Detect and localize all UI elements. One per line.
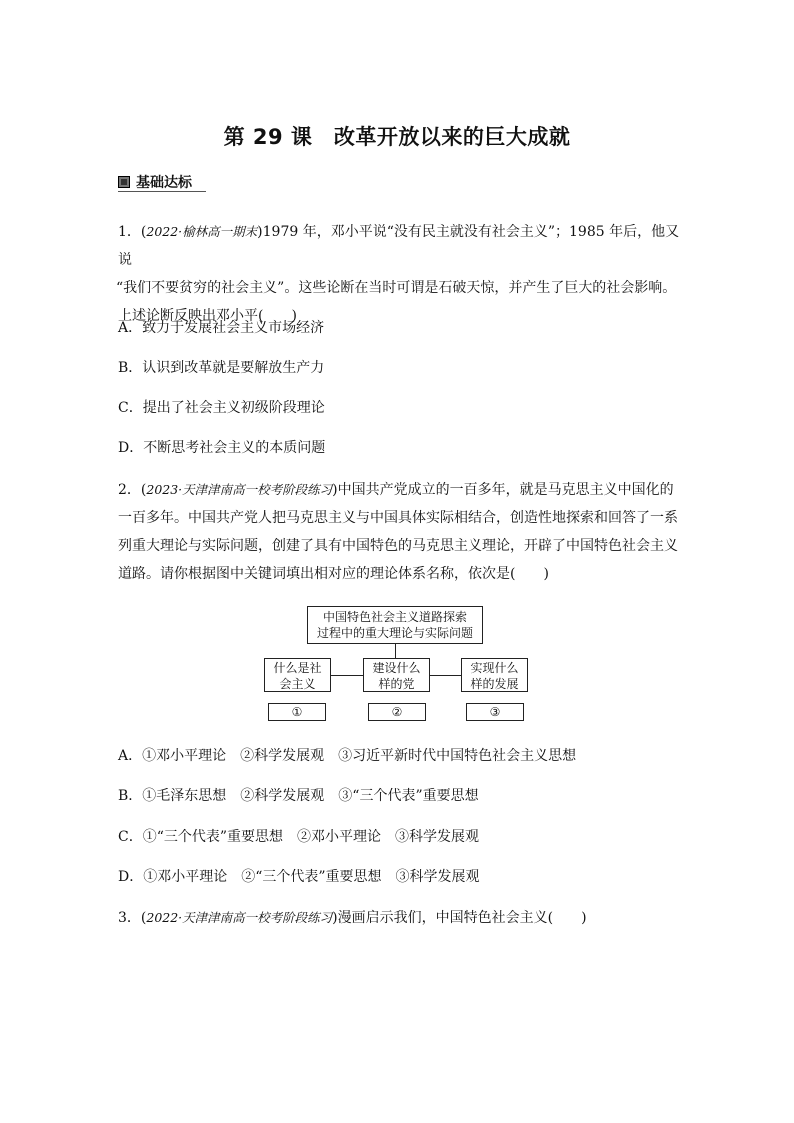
- question-1-option-c[interactable]: C．提出了社会主义初级阶段理论: [118, 400, 325, 416]
- question-2-option-d[interactable]: D．①邓小平理论 ②“三个代表”重要思想 ③科学发展观: [118, 869, 480, 885]
- question-2-option-b[interactable]: B．①毛泽东思想 ②科学发展观 ③“三个代表”重要思想: [118, 788, 479, 804]
- diagram-box-development: 实现什么 样的发展: [461, 658, 528, 692]
- section-heading: [118, 172, 192, 192]
- question-1-line-3: 上述论断反映出邓小平( ): [118, 308, 297, 324]
- question-1-option-a[interactable]: A．致力于发展社会主义市场经济: [118, 320, 325, 336]
- diagram-blank-2: ②: [368, 703, 426, 721]
- diagram-blank-3: ③: [466, 703, 524, 721]
- question-1-stem: [118, 218, 684, 330]
- question-1-source: 2022·榆林高一期末: [146, 224, 258, 239]
- diagram-blank-1: ①: [268, 703, 326, 721]
- question-2-stem: [118, 476, 684, 588]
- page-title: 第 29 课 改革开放以来的巨大成就: [223, 125, 571, 149]
- question-3-source: 2022·天津津南高一校考阶段练习: [146, 910, 333, 925]
- section-underline: [118, 191, 206, 192]
- diagram-top-box: 中国特色社会主义道路探索 过程中的重大理论与实际问题: [307, 606, 483, 644]
- diagram-box-party: 建设什么 样的党: [363, 658, 430, 692]
- diagram-box-socialism: 什么是社 会主义: [264, 658, 331, 692]
- square-bullet-icon: [118, 176, 130, 188]
- question-2-line-3: 列重大理论与实际问题，创建了具有中国特色的马克思主义理论，开辟了中国特色社会主义: [118, 538, 678, 554]
- question-1-option-b[interactable]: B．认识到改革就是要解放生产力: [118, 360, 325, 376]
- question-2-line-1: 2．(2023·天津津南高一校考阶段练习)中国共产党成立的一百多年，就是马克思主义中国化的: [118, 482, 674, 498]
- section-label: 基础达标: [136, 175, 192, 191]
- question-1-line-1: 1．(2022·榆林高一期末)1979 年，邓小平说“没有民主就没有社会主义”；1985 年后，他又说: [118, 224, 680, 268]
- question-1-option-d[interactable]: D．不断思考社会主义的本质问题: [118, 440, 326, 456]
- question-2-option-a[interactable]: A．①邓小平理论 ②科学发展观 ③习近平新时代中国特色社会主义思想: [118, 748, 577, 764]
- question-2-source: 2023·天津津南高一校考阶段练习: [146, 482, 333, 497]
- question-1-line-2: “我们不要贫穷的社会主义”。这些论断在当时可谓是石破天惊，并产生了巨大的社会影响。: [116, 280, 677, 296]
- question-2-line-2: 一百多年。中国共产党人把马克思主义与中国具体实际相结合，创造性地探索和回答了一系: [118, 510, 678, 526]
- question-2-line-4: 道路。请你根据图中关键词填出相对应的理论体系名称，依次是( ): [118, 566, 549, 582]
- question-3-stem: [118, 904, 684, 932]
- question-2-option-c[interactable]: C．①“三个代表”重要思想 ②邓小平理论 ③科学发展观: [118, 829, 480, 845]
- question-3-line-1: 3．(2022·天津津南高一校考阶段练习)漫画启示我们，中国特色社会主义( ): [118, 910, 587, 926]
